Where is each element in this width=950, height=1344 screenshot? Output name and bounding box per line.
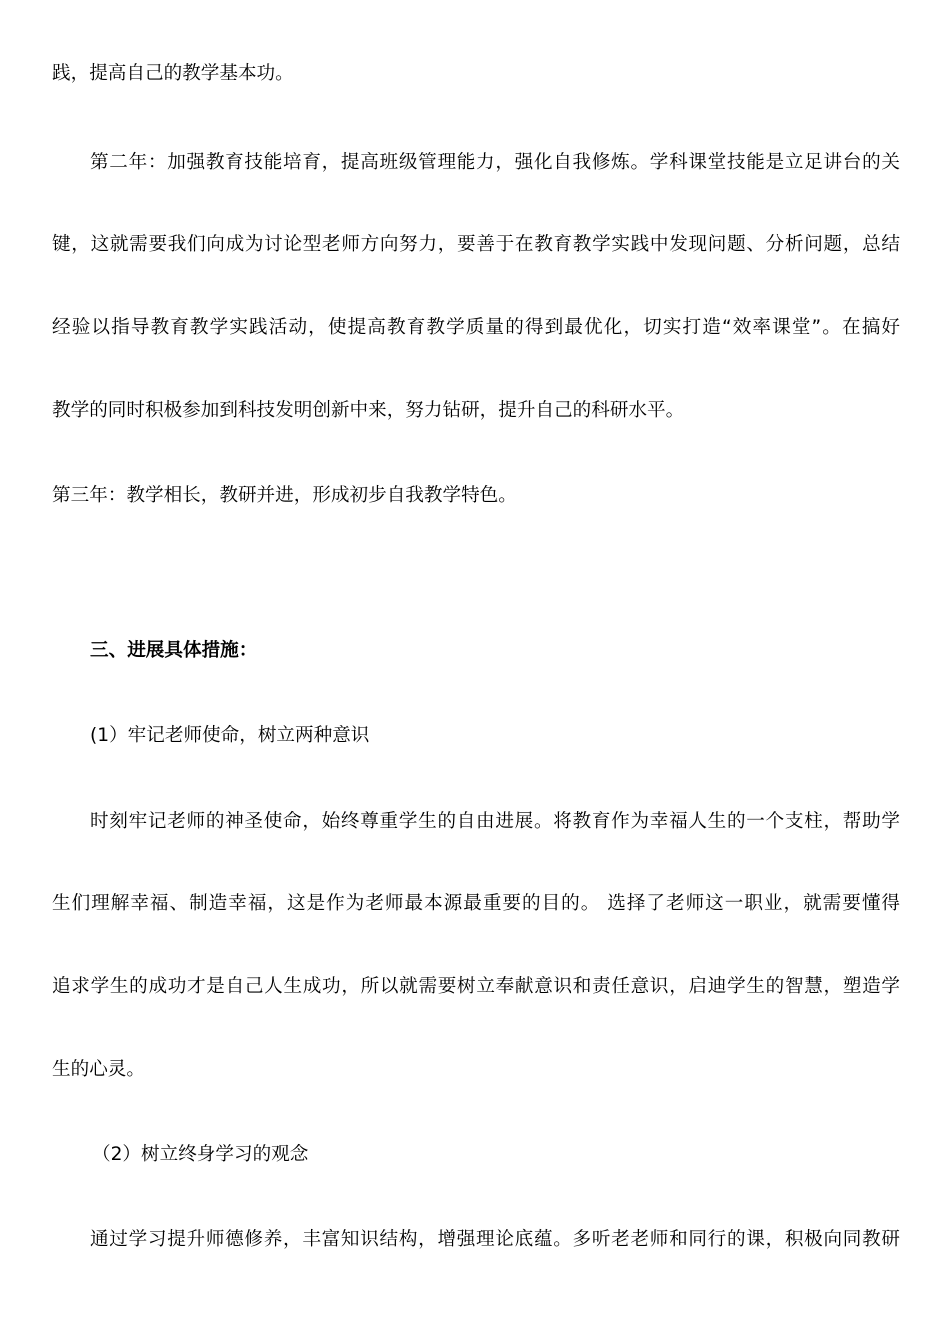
subsection-title: (1）牢记老师使命，树立两种意识 xyxy=(90,725,370,746)
paragraph-line: 教学的同时积极参加到科技发明创新中来，努力钻研，提升自己的科研水平。 xyxy=(52,400,685,421)
paragraph-line: 第三年：教学相长，教研并进，形成初步自我教学特色。 xyxy=(52,485,517,506)
paragraph-line: 第二年：加强教育技能培育，提高班级管理能力，强化自我修炼。学科课堂技能是立足讲台的关 xyxy=(90,152,900,173)
paragraph-line: 时刻牢记老师的神圣使命，始终尊重学生的自由进展。将教育作为幸福人生的一个支柱，帮助学 xyxy=(90,811,900,832)
paragraph-line: 键，这就需要我们向成为讨论型老师方向努力，要善于在教育教学实践中发现问题、分析问题，总结 xyxy=(52,234,900,255)
paragraph-line: 践，提高自己的教学基本功。 xyxy=(52,63,294,84)
section-heading: 三、进展具体措施： xyxy=(90,640,258,661)
paragraph-line: 追求学生的成功才是自己人生成功，所以就需要树立奉献意识和责任意识，启迪学生的智慧，塑造学 xyxy=(52,976,900,997)
subsection-title: （2）树立终身学习的观念 xyxy=(92,1144,309,1165)
paragraph-line: 生的心灵。 xyxy=(52,1059,145,1080)
paragraph-line: 通过学习提升师德修养，丰富知识结构，增强理论底蕴。多听老老师和同行的课，积极向同教研 xyxy=(90,1229,900,1250)
paragraph-line: 生们理解幸福、制造幸福，这是作为老师最本源最重要的目的。 选择了老师这一职业，就需要懂得 xyxy=(52,893,900,914)
paragraph-line: 经验以指导教育教学实践活动，使提高教育教学质量的得到最优化，切实打造“效率课堂”。在搞好 xyxy=(52,317,900,338)
